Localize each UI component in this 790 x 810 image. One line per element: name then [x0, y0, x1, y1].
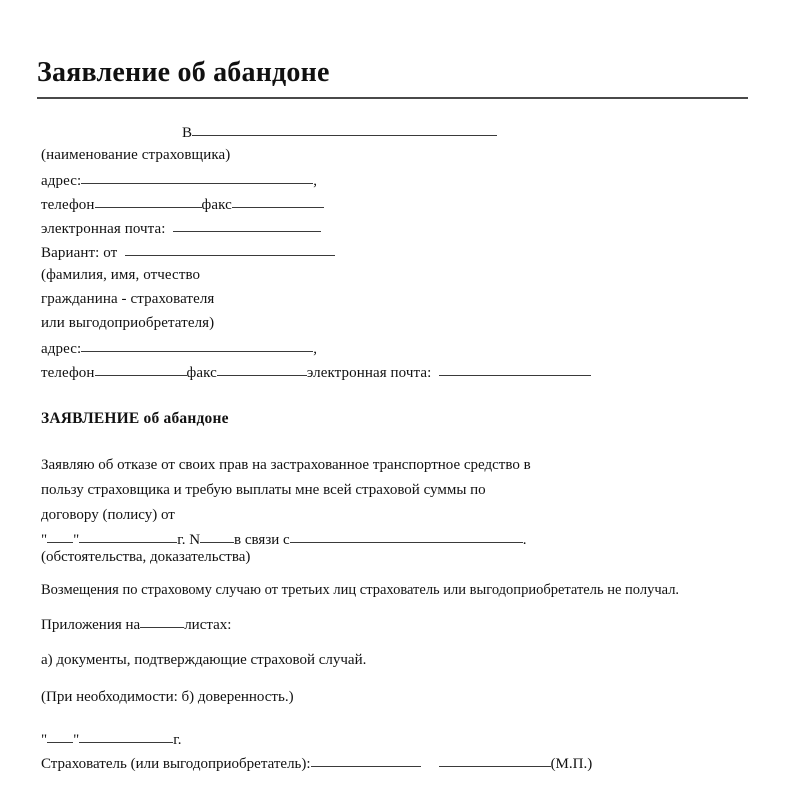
insurer-fax-label: факс — [201, 197, 232, 213]
statement-heading: ЗАЯВЛЕНИЕ об абандоне — [41, 410, 229, 427]
applicant-phone-blank[interactable] — [95, 362, 187, 376]
reason-hint: (обстоятельства, доказательства) — [41, 549, 251, 565]
reason-period: . — [522, 532, 527, 548]
title-divider — [37, 97, 748, 99]
attachments-count-field — [41, 614, 231, 635]
applicant-hint-line-1: (фамилия, имя, отчество — [41, 267, 201, 283]
contract-month-blank[interactable] — [79, 529, 177, 543]
signature-date-quote-close: " — [73, 732, 80, 748]
reason-connector-label: в связи с — [234, 532, 290, 548]
insurer-phone-label: телефон — [41, 197, 95, 213]
applicant-hint-line-2: гражданина - страхователя — [41, 291, 215, 307]
signer-name-blank[interactable] — [439, 753, 551, 767]
attachments-sheets-label: листах: — [184, 617, 232, 633]
insurer-phone-blank[interactable] — [95, 194, 202, 208]
no-compensation-note: Возмещения по страховому случаю от третьих лиц страхователь или выгодоприобретатель не получал. — [41, 582, 680, 598]
addressee-prefix-label: В — [182, 125, 193, 141]
signer-label: Страхователь (или выгодоприобретатель): — [41, 756, 311, 772]
signer-signature-blank[interactable] — [311, 753, 421, 767]
insurer-address-label: адрес: — [41, 173, 82, 189]
signature-year-suffix-label: г. — [173, 732, 182, 748]
contract-date-reason-field — [41, 529, 526, 550]
contract-year-number-label: г. N — [177, 532, 201, 548]
insurer-name-hint: (наименование страховщика) — [41, 147, 231, 163]
insurer-email-label: электронная почта: — [41, 221, 166, 237]
signer-field — [41, 753, 592, 774]
insurer-address-comma: , — [313, 173, 318, 189]
signature-date-field — [41, 729, 181, 750]
signature-day-blank[interactable] — [47, 729, 73, 743]
insurer-address-field — [41, 170, 317, 191]
insurer-email-field — [41, 218, 321, 239]
insurer-address-blank[interactable] — [81, 170, 313, 184]
attachments-count-blank[interactable] — [140, 614, 184, 628]
reason-blank[interactable] — [290, 529, 523, 543]
applicant-hint-line-3: или выгодоприобретателя) — [41, 315, 215, 331]
applicant-contacts-field — [41, 362, 591, 383]
date-quote-close: " — [73, 532, 80, 548]
attachments-lead-label: Приложения на — [41, 617, 141, 633]
applicant-fax-label: факс — [186, 365, 217, 381]
applicant-prefix-label: Вариант: от — [41, 245, 118, 261]
applicant-address-blank[interactable] — [81, 338, 313, 352]
applicant-address-comma: , — [313, 341, 318, 357]
applicant-fax-blank[interactable] — [217, 362, 307, 376]
applicant-name-blank[interactable] — [125, 242, 335, 256]
signature-month-year-blank[interactable] — [79, 729, 173, 743]
attachment-item-a: а) документы, подтверждающие страховой случай. — [41, 652, 367, 668]
attachment-item-b: (При необходимости: б) доверенность.) — [41, 689, 294, 705]
insurer-email-blank[interactable] — [173, 218, 321, 232]
contract-number-blank[interactable] — [200, 529, 234, 543]
applicant-name-field — [41, 242, 335, 263]
applicant-email-blank[interactable] — [439, 362, 591, 376]
addressee-field — [182, 122, 497, 143]
insurer-phone-fax-field — [41, 194, 324, 215]
statement-paragraph-line-2: пользу страховщика и требую выплаты мне всей страховой суммы по — [41, 482, 486, 498]
statement-paragraph-line-3: договору (полису) от — [41, 507, 175, 523]
date-quote-open: " — [41, 532, 48, 548]
applicant-phone-label: телефон — [41, 365, 95, 381]
applicant-email-label: электронная почта: — [306, 365, 432, 381]
applicant-address-label: адрес: — [41, 341, 82, 357]
addressee-blank[interactable] — [192, 122, 497, 136]
statement-paragraph-line-1: Заявляю об отказе от своих прав на застрахованное транспортное средство в — [41, 457, 531, 473]
signature-date-quote-open: " — [41, 732, 48, 748]
insurer-fax-blank[interactable] — [232, 194, 324, 208]
seal-label: (М.П.) — [550, 756, 593, 772]
applicant-address-field — [41, 338, 317, 359]
contract-day-blank[interactable] — [47, 529, 73, 543]
page-title: Заявление об абандоне — [37, 57, 330, 88]
